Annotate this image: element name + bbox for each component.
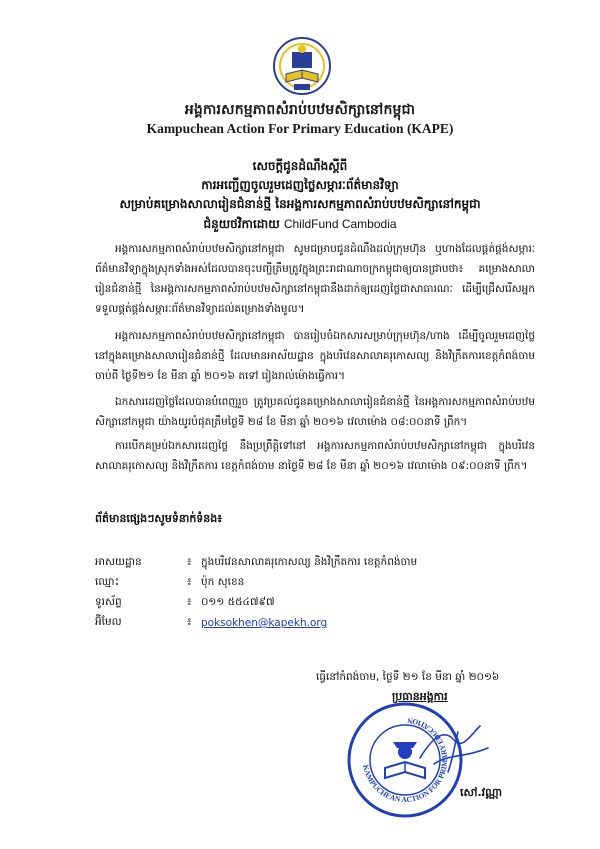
contact-row-email [95,613,535,633]
notice-project: សម្រាប់គម្រោងសាលារៀនជំនាន់ថ្មី នៃអង្គការសកម្មភាពសំរាប់បឋមសិក្សានៅកម្ពុជា [119,197,481,211]
funder-name: ChildFund Cambodia [283,217,397,231]
notice-subject: ការអញ្ជើញចូលរួមដេញថ្លៃសម្ភារៈព័ត៌មានវិទ្យា [201,178,399,192]
body-paragraph-3: ឯកសារដេញថ្លៃដែលបានបំពេញរួច ត្រូវប្រគល់ជូនគម្រោងសាលារៀនជំនាន់ថ្មី នៃអង្គការសកម្មភាពសំរាប់បឋមសិក្សានៅកម្ពុជា យ៉ាងយូរបំផុតត្រឹមថ្ងៃទី ២៨ ខែ មីនា ឆ្នាំ ២០១៦ វេលាម៉ោង ០៨:០០នាទី ព្រឹក។ [95,396,535,428]
contact-table [95,553,535,633]
body-paragraph-2: អង្គការសកម្មភាពសំរាប់បឋមសិក្សានៅកម្ពុជា បានរៀបចំឯកសារសម្រាប់ក្រុមហ៊ុន/ហាង ដើម្បីចូលរួមដេញថ្លៃនៅក្នុងគម្រោងសាលារៀនជំនាន់ថ្មី ដែលមានអាស័យដ្ឋាន ក្នុងបរិវេនសាលាគរុកោសល្យ និងវិក្រឹតការខេត្តកំពង់ចាម ចាប់ពី ថ្ងៃទី២១ ខែ មីនា ឆ្នាំ ២០១៦ តទៅ រៀងរាល់ម៉ោងធ្វើការ។ [95,330,535,382]
notice-title: សេចក្តីជូនដំណឹងស្តីពី [252,159,348,173]
signature [414,718,494,778]
contact-label: ទូរស័ព្ទ [95,595,122,608]
contact-row-address [95,553,535,573]
contact-separator: ៖ [187,555,192,568]
contact-label: អ៊ីមែល [95,615,122,628]
contact-value: ក្នុងបរិវេនសាលាគរុកោសល្យ និងវិក្រឹតការ ខេត្តកំពង់ចាម [201,555,418,568]
contact-value: ០១១ ៥៥៤៧៩៧ [201,595,275,608]
funder-prefix: ជំនួយថវិកាដោយ [203,217,280,231]
contact-label: ឈ្មោះ [95,575,120,588]
contact-separator: ៖ [187,615,192,628]
email-link[interactable]: poksokhen@kapekh.org [201,617,328,629]
seal-text: KAMPUCHEAN ACTION FOR PRIMARY EDUCATION [361,716,450,805]
contact-separator: ៖ [187,575,192,588]
org-name-khmer: អង្គការសកម្មភាពសំរាប់បឋមសិក្សានៅកម្ពុជា [184,102,416,118]
body-paragraph-1: អង្គការសកម្មភាពសំរាប់បឋមសិក្សានៅកម្ពុជា សូមជម្រាបជូនដំណឹងដល់ក្រុមហ៊ុន ឬហាងដែលផ្គត់ផ្គង់សម្ភារៈព័ត៌មានវិទ្យាក្នុងស្រុកទាំងអស់ដែលបានចុះបញ្ជីត្រឹមត្រូវក្នុងព្រះរាជាណាចក្រកម្ពុជាឲ្យបានជ្រាបថា៖ គម្រោងសាលារៀនជំនាន់ថ្មី នៃអង្គការសកម្មភាពសំរាប់បឋមសិក្សានៅកម្ពុជានឹងដាក់ឲ្យដេញថ្លៃជាសាធារណៈ ដើម្បីជ្រើសរើសអ្នកទទួលផ្គត់ផ្គង់សម្ភារៈព័ត៌មានវិទ្យាដល់គម្រោងទាំងមូល។ [95,243,535,315]
signer-name: សៅ.វណ្ណា [460,786,503,799]
org-name-english: Kampuchean Action For Primary Education (KAPE) [146,121,454,136]
contact-label: អាសយដ្ឋាន [95,555,142,568]
kape-logo [272,36,332,100]
contact-row-phone [95,593,535,613]
contact-value: ប៉ុក សុខេន [201,575,245,588]
contact-separator: ៖ [187,595,192,608]
director-title: ប្រធានអង្គការ [392,690,448,703]
body-paragraph-4: ការបើកគម្រប់ឯកសារដេញថ្លៃ នឹងប្រព្រឹត្តិទៅនៅ អង្គការសកម្មភាពសំរាប់បឋមសិក្សានៅកម្ពុជា ក្នុងបរិវេនសាលាគរុកោសល្យ និងវិក្រឹតការ ខេត្តកំពង់ចាម នាថ្ងៃទី ២៨ ខែ មីនា ឆ្នាំ ២០១៦ វេលាម៉ោង ០៩:០០នាទី ព្រឹក។ [95,440,535,472]
contact-heading: ព័ត៌មានផ្សេងៗសូមទំនាក់ទំនង៖ [95,512,223,525]
notice-funder [40,216,560,233]
date-line: ធ្វើនៅកំពង់ចាម, ថ្ងៃទី ២១ ខែ មីនា ឆ្នាំ ២០១៦ [316,671,500,683]
contact-row-name [95,573,535,593]
